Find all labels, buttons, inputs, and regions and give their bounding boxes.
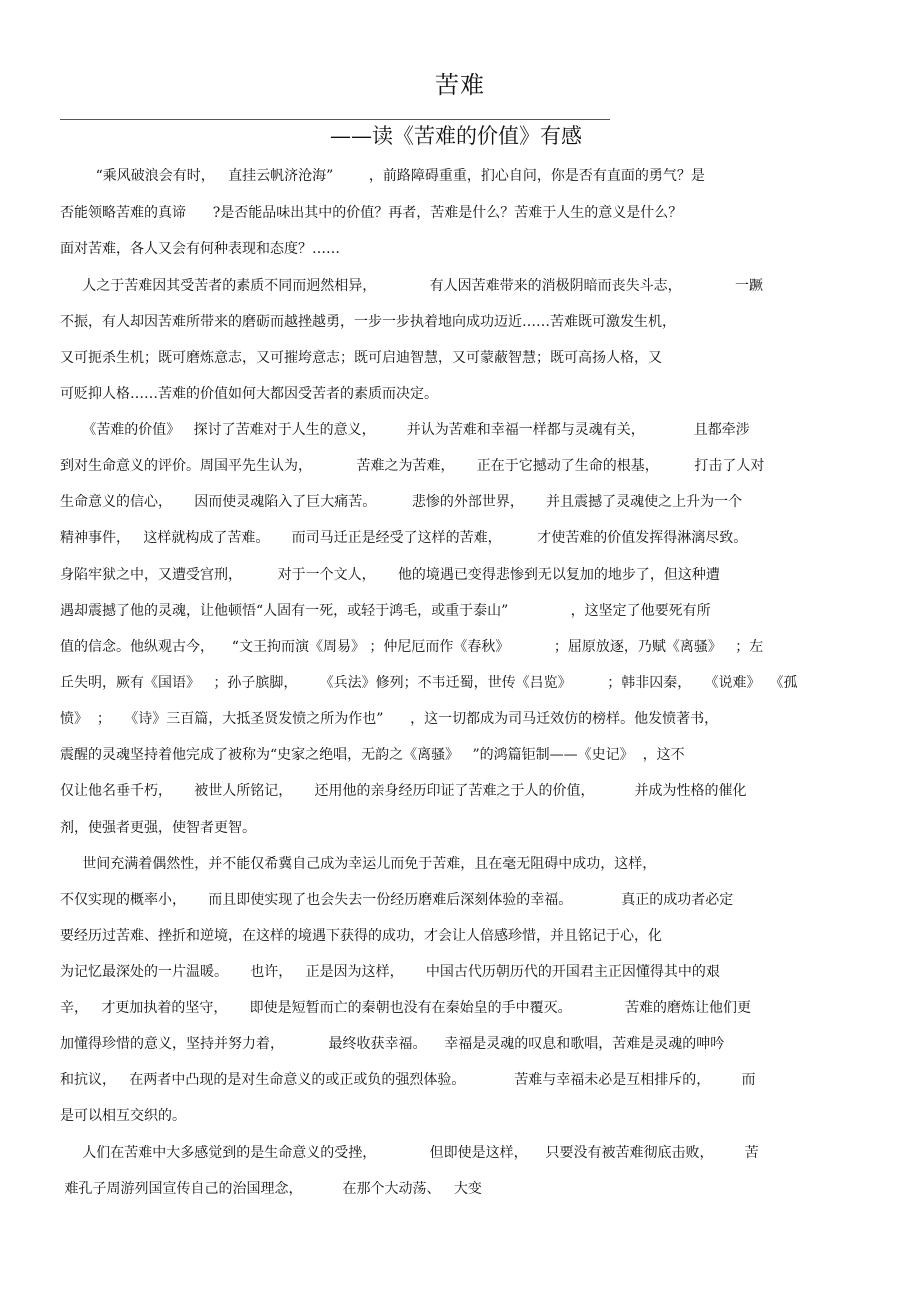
text-line: “乘风破浪会有时， 直挂云帆济沧海” ，前路障碍重重，扪心自问，你是否有直面的勇气？是 — [60, 168, 705, 184]
text-line: 生命意义的信心， 因而使灵魂陷入了巨大痛苦。 悲惨的外部世界， 并且震撼了灵魂使之上升为一个 — [60, 494, 743, 510]
text-line: 仅让他名垂千朽， 被世人所铭记， 还用他的亲身经历印证了苦难之于人的价值， 并成为性格的催化 — [60, 783, 747, 799]
text-line: 《苦难的价值》 探讨了苦难对于人生的意义， 并认为苦难和幸福一样都与灵魂有关， 且都牵涉 — [60, 422, 750, 438]
text-line: 震醒的灵魂坚持着他完成了被称为“史家之绝唱，无韵之《离骚》 ”的鸿篇钜制——《史记》 ，这不 — [60, 747, 685, 763]
text-line: 遇却震撼了他的灵魂，让他顿悟“人固有一死，或轻于鸿毛，或重于泰山” ，这坚定了他要死有所 — [60, 603, 711, 619]
text-line: 值的信念。他纵观古今， “文王拘而演《周易》 ；仲尼厄而作《春秋》 ；屈原放逐，乃赋《离骚》 ；左 — [60, 639, 764, 655]
text-line: 否能领略苦难的真谛 ?是否能品味出其中的价值？再者，苦难是什么？苦难于人生的意义是什么？ — [60, 205, 683, 221]
text-line: 不仅实现的概率小， 而且即使实现了也会失去一份经历磨难后深刻体验的幸福。 真正的成功者必定 — [60, 892, 734, 908]
title-divider — [60, 119, 610, 120]
text-line: 可贬抑人格……苦难的价值如何大都因受苦者的素质而决定。 — [60, 386, 438, 402]
text-line: 精神事件， 这样就构成了苦难。 而司马迁正是经受了这样的苦难， 才使苦难的价值发挥得淋漓尽致。 — [60, 530, 748, 546]
text-line: 难孔子周游列国宣传自己的治国理念， 在那个大动荡、 大变 — [60, 1181, 482, 1197]
text-line: 是可以相互交织的。 — [60, 1108, 186, 1124]
text-line: 辛， 才更加执着的坚守， 即使是短暂而亡的秦朝也没有在秦始皇的手中覆灭。 苦难的磨炼让他们更 — [60, 1000, 752, 1016]
text-line: 丘失明，厥有《国语》 ；孙子膑脚， 《兵法》修列；不韦迁蜀，世传《吕览》 ；韩非囚秦， 《说难》 《孤 — [60, 675, 798, 691]
text-line: 剂，使强者更强，使智者更智。 — [60, 820, 256, 836]
page-title: 苦难 — [435, 71, 485, 99]
text-line: 不振，有人却因苦难所带来的磨砺而越挫越勇，一步一步执着地向成功迈近……苦难既可激发生机， — [60, 314, 676, 330]
text-line: 加懂得珍惜的意义，坚持并努力着， 最终收获幸福。 幸福是灵魂的叹息和歌唱，苦难是灵魂的呻吟 — [60, 1036, 725, 1052]
text-line: 愤》 ； 《诗》三百篇，大抵圣贤发愤之所为作也” ，这一切都成为司马迁效仿的榜样。他发愤著书， — [60, 711, 719, 727]
text-line: 为记忆最深处的一片温暖。 也许， 正是因为这样， 中国古代历朝历代的开国君主正因懂得其中的艰 — [60, 964, 720, 980]
text-line: 世间充满着偶然性，并不能仅希冀自己成为幸运儿而免于苦难，且在毫无阻碍中成功，这样， — [60, 856, 657, 872]
text-line: 和抗议， 在两者中凸现的是对生命意义的或正或负的强烈体验。 苦难与幸福未必是互相排斥的， 而 — [60, 1072, 756, 1088]
text-line: 人之于苦难因其受苦者的素质不同而迥然相异， 有人因苦难带来的消极阴暗而丧失斗志， 一蹶 — [60, 278, 764, 294]
text-line: 面对苦难，各人又会有何种表现和态度？…… — [60, 241, 340, 257]
text-line: 到对生命意义的评价。周国平先生认为， 苦难之为苦难， 正在于它撼动了生命的根基， 打击了人对 — [60, 458, 765, 474]
text-line: 又可扼杀生机；既可磨炼意志，又可摧垮意志；既可启迪智慧，又可蒙蔽智慧；既可高扬人格，又 — [60, 350, 662, 366]
text-line: 人们在苦难中大多感觉到的是生命意义的受挫， 但即使是这样， 只要没有被苦难彻底击败， 苦 — [60, 1145, 759, 1161]
text-line: 要经历过苦难、挫折和逆境，在这样的境遇下获得的成功，才会让人倍感珍惜，并且铭记于心，化 — [60, 928, 662, 944]
page-subtitle: ——读《苦难的价值》有感 — [330, 124, 582, 148]
text-line: 身陷牢狱之中，又遭受宫刑， 对于一个文人， 他的境遇已变得悲惨到无以复加的地步了，但这种遭 — [60, 567, 720, 583]
